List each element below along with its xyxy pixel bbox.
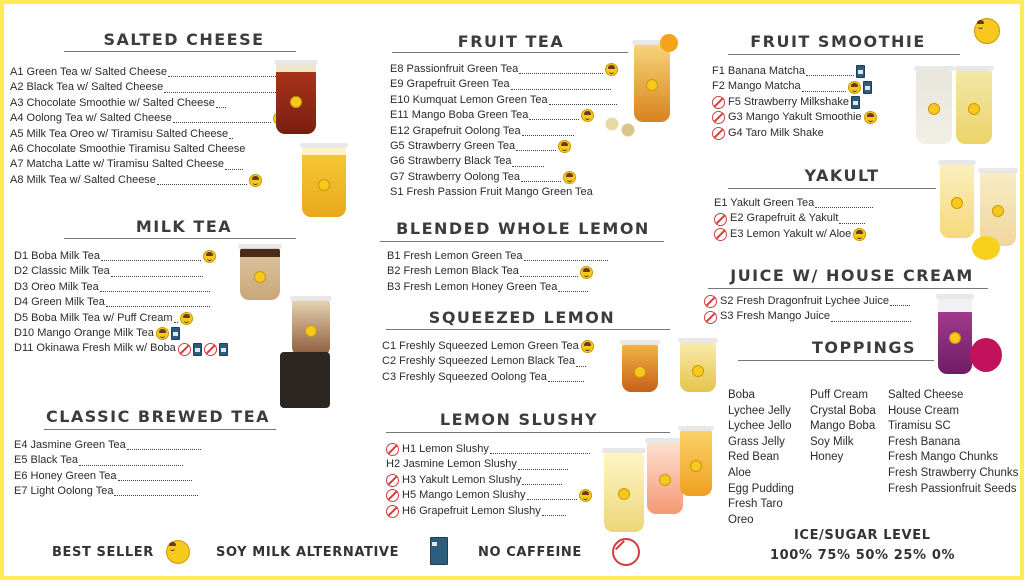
no-caffeine-icon (714, 213, 727, 226)
menu-item (386, 488, 592, 503)
dotted-leader (521, 173, 561, 182)
menu-item (704, 294, 911, 309)
menu-item-label: A2 Black Tea w/ Salted Cheese (10, 81, 164, 94)
menu-item (14, 326, 228, 341)
menu-item-label: E6 Honey Green Tea (14, 469, 117, 482)
best-seller-icon (249, 174, 262, 187)
menu-item-label: E1 Yakult Green Tea (714, 197, 815, 209)
topping-item: Egg Pudding (728, 482, 794, 495)
ice-sugar-levels: 100% 75% 50% 25% 0% (770, 548, 956, 563)
menu-item (390, 108, 618, 123)
no-caffeine-icon (714, 228, 727, 241)
best-seller-icon (848, 81, 861, 94)
menu-item (714, 196, 873, 211)
menu-item (712, 79, 877, 94)
no-caffeine-icon (712, 96, 725, 109)
dotted-leader (216, 99, 226, 108)
soy-milk-icon (219, 343, 228, 356)
topping-item: Grass Jelly (728, 435, 785, 448)
toppings-column-3 (888, 388, 1018, 497)
topping-item: Red Bean (728, 451, 780, 464)
menu-item-label: E3 Lemon Yakult w/ Aloe (730, 227, 852, 240)
toppings-column-1 (728, 388, 794, 528)
menu-item-label: G6 Strawberry Black Tea (390, 155, 512, 168)
dotted-leader (520, 268, 578, 277)
dotted-leader (542, 507, 566, 516)
topping-item: Mango Boba (810, 420, 876, 433)
lemon-slushy-rule (386, 432, 670, 433)
salted-cheese-rule (64, 51, 296, 52)
yakult-list (714, 196, 873, 242)
menu-item (14, 484, 201, 499)
soy-milk-carton-icon (430, 537, 448, 565)
no-caffeine-icon (704, 311, 717, 324)
dotted-leader (111, 268, 203, 277)
menu-item (10, 142, 313, 157)
menu-item-label: G4 Taro Milk Shake (728, 126, 824, 139)
menu-item (390, 139, 618, 154)
grapefruit-slushy-cup (647, 442, 683, 514)
topping-item: Fresh Mango Chunks (888, 451, 998, 464)
lemon-slushy-cup (604, 452, 644, 532)
lemon-slushy-heading: LEMON SLUSHY (439, 410, 599, 429)
menu-item-label: E10 Kumquat Lemon Green Tea (390, 93, 548, 106)
dotted-leader (100, 283, 210, 292)
fruit-tea-heading: FRUIT TEA (457, 32, 565, 51)
best-seller-icon (563, 171, 576, 184)
soy-milk-icon (863, 81, 872, 94)
menu-item-label: S3 Fresh Mango Juice (720, 310, 831, 323)
menu-item (387, 249, 608, 264)
fruit-smoothie-heading: FRUIT SMOOTHIE (750, 32, 926, 51)
soy-milk-icon (856, 65, 865, 78)
no-caffeine-icon (612, 538, 640, 566)
topping-item: Fresh Taro (728, 498, 783, 511)
no-caffeine-icon (712, 127, 725, 140)
menu-item-label: E5 Black Tea (14, 454, 79, 467)
menu-item-label: D4 Green Milk Tea (14, 296, 105, 309)
yakult-heading: YAKULT (804, 166, 880, 185)
menu-item (14, 438, 201, 453)
topping-item: Crystal Boba (810, 404, 876, 417)
menu-item (386, 457, 592, 472)
dotted-leader (524, 252, 608, 261)
juice-list (704, 294, 911, 325)
yakult-rule (728, 188, 936, 189)
menu-item-label: A6 Chocolate Smoothie Tiramisu Salted Cheese (10, 142, 246, 155)
dotted-leader (802, 83, 846, 92)
no-caffeine-icon (386, 489, 399, 502)
menu-item (390, 170, 618, 185)
menu-item-label: F5 Strawberry Milkshake (728, 95, 850, 108)
menu-item-label: E2 Grapefruit & Yakult (730, 212, 839, 225)
menu-item (14, 264, 228, 279)
menu-item-label: G5 Strawberry Green Tea (390, 139, 516, 152)
yakult-green-tea-cup (940, 164, 974, 238)
menu-item (10, 111, 313, 126)
menu-item (387, 280, 608, 295)
dotted-leader (164, 84, 280, 93)
menu-item-label: A4 Oolong Tea w/ Salted Cheese (10, 112, 172, 125)
menu-item (14, 469, 201, 484)
menu-item-label: A1 Green Tea w/ Salted Cheese (10, 66, 167, 78)
blended-whole-lemon-rule (380, 241, 664, 242)
menu-item (704, 309, 911, 324)
menu-item (14, 341, 228, 356)
topping-item: Salted Cheese (888, 389, 964, 401)
dotted-leader (490, 445, 590, 454)
no-caffeine-icon (386, 443, 399, 456)
soy-milk-icon (193, 343, 202, 356)
lemon-fruit (972, 236, 1000, 260)
salted-cheese-list (10, 65, 313, 188)
menu-item-label: H1 Lemon Slushy (402, 443, 489, 455)
dotted-leader (173, 114, 271, 123)
blended-whole-lemon-heading: BLENDED WHOLE LEMON (396, 219, 650, 238)
milk-tea-heading: MILK TEA (135, 217, 233, 236)
best-seller-icon (581, 340, 594, 353)
dotted-leader (522, 476, 562, 485)
menu-item-label: F1 Banana Matcha (712, 65, 805, 77)
menu-item-label: H3 Yakult Lemon Slushy (402, 473, 522, 486)
menu-item-label: C2 Freshly Squeezed Lemon Black Tea (382, 355, 576, 368)
menu-item (10, 173, 313, 188)
lemon-slushy-list (386, 442, 592, 519)
menu-item-label: C3 Freshly Squeezed Oolong Tea (382, 370, 547, 383)
juice-rule (708, 288, 988, 289)
dotted-leader (114, 487, 198, 496)
menu-item (387, 264, 608, 279)
kumquat-pile (600, 112, 640, 142)
topping-item: Puff Cream (810, 389, 868, 401)
dotted-leader (229, 130, 233, 139)
topping-item: Aloe (728, 466, 752, 479)
best-seller-icon (605, 63, 618, 76)
topping-item: Boba (728, 389, 755, 401)
menu-item-label: H2 Jasmine Lemon Slushy (386, 458, 517, 471)
legend-soy-milk-label: SOY MILK ALTERNATIVE (216, 545, 400, 560)
fruit-tea-rule (392, 52, 628, 53)
topping-item: Honey (810, 451, 844, 464)
menu-item (386, 473, 592, 488)
menu-item (712, 110, 877, 125)
dotted-leader (529, 111, 579, 120)
squeezed-lemon-rule (386, 329, 670, 330)
dotted-leader (549, 96, 617, 105)
fruit-tea-list (390, 62, 618, 201)
topping-item: Fresh Strawberry Chunks (888, 466, 1019, 479)
menu-item (712, 126, 877, 141)
menu-item (382, 339, 594, 354)
best-seller-icon (558, 140, 571, 153)
menu-item (14, 453, 201, 468)
dotted-leader (225, 161, 243, 170)
topping-item: Soy Milk (810, 435, 854, 448)
dotted-leader (890, 297, 910, 306)
menu-item (390, 93, 618, 108)
fruit-smoothie-rule (728, 54, 960, 55)
squeezed-lemon-green-cup (680, 342, 716, 392)
salted-cheese-black-tea-cup (276, 64, 316, 134)
menu-item (390, 124, 618, 139)
menu-item-label: E9 Grapefruit Green Tea (390, 78, 510, 91)
okinawa-milk-cup (292, 300, 330, 356)
menu-item (10, 80, 313, 95)
menu-item (714, 227, 873, 242)
menu-item (390, 185, 618, 200)
menu-item-label: E7 Light Oolong Tea (14, 485, 114, 498)
classic-brewed-tea-heading: CLASSIC BREWED TEA (45, 407, 270, 426)
best-seller-icon (180, 312, 193, 325)
menu-item (712, 64, 877, 79)
toppings-column-2 (810, 388, 876, 466)
menu-item-label: A7 Matcha Latte w/ Tiramisu Salted Cheese (10, 158, 224, 171)
menu-board (4, 4, 1020, 576)
topping-item: Lychee Jello (728, 420, 792, 433)
dotted-leader (516, 142, 556, 151)
topping-item: Tiramisu SC (888, 420, 951, 433)
milk-tea-rule (64, 238, 296, 239)
menu-item-label: E12 Grapefruit Oolong Tea (390, 124, 521, 137)
dotted-leader (79, 457, 183, 466)
no-caffeine-icon (712, 111, 725, 124)
no-caffeine-icon (386, 505, 399, 518)
menu-item-label: B2 Fresh Lemon Black Tea (387, 265, 519, 278)
lemon-yakult-cup (980, 172, 1016, 246)
no-caffeine-icon (386, 474, 399, 487)
soy-milk-icon (851, 96, 860, 109)
menu-item (14, 280, 228, 295)
dotted-leader (174, 314, 178, 323)
no-caffeine-icon (704, 295, 717, 308)
menu-item-label: S1 Fresh Passion Fruit Mango Green Tea (390, 186, 593, 199)
menu-item (386, 504, 592, 519)
best-seller-icon (581, 109, 594, 122)
dotted-leader (157, 176, 247, 185)
menu-item (10, 96, 313, 111)
menu-item-label: E11 Mango Boba Green Tea (390, 109, 529, 122)
menu-item-label: E8 Passionfruit Green Tea (390, 63, 519, 75)
dotted-leader (558, 283, 588, 292)
menu-item-label: E4 Jasmine Green Tea (14, 439, 126, 451)
menu-item-label: A3 Chocolate Smoothie w/ Salted Cheese (10, 96, 215, 109)
menu-item-label: D1 Boba Milk Tea (14, 250, 101, 262)
toppings-rule (738, 360, 934, 361)
no-caffeine-icon (204, 343, 217, 356)
menu-item (382, 354, 594, 369)
dragonfruit-juice-cup (938, 298, 972, 374)
menu-item-label: A5 Milk Tea Oreo w/ Tiramisu Salted Cheese (10, 127, 229, 140)
topping-item: Fresh Passionfruit Seeds (888, 482, 1017, 495)
topping-item: Oreo (728, 513, 754, 526)
menu-item-label: D2 Classic Milk Tea (14, 265, 110, 278)
menu-item (386, 442, 592, 457)
dotted-leader (576, 358, 586, 367)
menu-item-label: H5 Mango Lemon Slushy (402, 489, 526, 502)
classic-brewed-tea-rule (44, 429, 276, 430)
menu-item (14, 311, 228, 326)
menu-item-label: H6 Grapefruit Lemon Slushy (402, 504, 541, 517)
menu-item-label: B1 Fresh Lemon Green Tea (387, 250, 523, 262)
salted-cheese-heading: SALTED CHEESE (103, 30, 265, 49)
topping-item: Fresh Banana (888, 435, 961, 448)
menu-item (14, 249, 228, 264)
legend-no-caffeine-label: NO CAFFEINE (478, 545, 582, 560)
menu-item-label: D10 Mango Orange Milk Tea (14, 326, 154, 339)
soy-milk-icon (171, 327, 180, 340)
dotted-leader (831, 313, 911, 322)
menu-item (10, 157, 313, 172)
topping-item: Lychee Jelly (728, 404, 791, 417)
best-seller-icon (203, 250, 216, 263)
fruit-smoothie-list (712, 64, 877, 141)
menu-item (390, 62, 618, 77)
dotted-leader (548, 373, 584, 382)
toppings-heading: TOPPINGS (812, 338, 916, 357)
dotted-leader (839, 215, 865, 224)
menu-item (14, 295, 228, 310)
best-seller-icon (166, 540, 190, 564)
logo-mascot-icon (974, 18, 1000, 44)
menu-item (10, 127, 313, 142)
best-seller-icon (864, 111, 877, 124)
menu-item-label: D11 Okinawa Fresh Milk w/ Boba (14, 342, 176, 355)
dotted-leader (806, 67, 854, 76)
classic-brewed-tea-list (14, 438, 201, 500)
menu-item-label: A8 Milk Tea w/ Salted Cheese (10, 173, 156, 186)
squeezed-lemon-heading: SQUEEZED LEMON (428, 308, 616, 327)
menu-item (714, 211, 873, 226)
mango-matcha-cup (956, 70, 992, 144)
menu-item (712, 95, 877, 110)
menu-item-label: S2 Fresh Dragonfruit Lychee Juice (720, 295, 889, 307)
menu-item (390, 77, 618, 92)
squeezed-lemon-black-cup (622, 344, 658, 392)
dessert-plate (280, 352, 330, 408)
dragonfruit (970, 338, 1002, 372)
topping-item: House Cream (888, 404, 959, 417)
dotted-leader (519, 65, 603, 74)
dotted-leader (511, 81, 611, 90)
menu-item (10, 65, 313, 80)
menu-item-label: C1 Freshly Squeezed Lemon Green Tea (382, 340, 579, 352)
menu-item-label: D5 Boba Milk Tea w/ Puff Cream (14, 311, 173, 324)
dotted-leader (101, 252, 201, 261)
orange-slice (660, 34, 678, 52)
dotted-leader (127, 441, 201, 450)
salted-cheese-mango-cup (302, 147, 346, 217)
blended-whole-lemon-list (387, 249, 608, 295)
menu-item (390, 154, 618, 169)
best-seller-icon (579, 489, 592, 502)
dotted-leader (118, 472, 192, 481)
squeezed-lemon-list (382, 339, 594, 385)
best-seller-icon (156, 327, 169, 340)
dotted-leader (815, 199, 873, 208)
passionfruit-tea-cup (634, 44, 670, 122)
dotted-leader (518, 461, 568, 470)
best-seller-icon (580, 266, 593, 279)
juice-heading: JUICE W/ HOUSE CREAM (730, 266, 974, 285)
menu-item-label: F2 Mango Matcha (712, 80, 801, 93)
ice-sugar-heading: ICE/SUGAR LEVEL (794, 528, 931, 543)
dotted-leader (522, 127, 574, 136)
best-seller-icon (853, 228, 866, 241)
boba-milk-tea-cup (240, 248, 280, 300)
banana-matcha-cup (916, 70, 952, 144)
mango-slushy-cup (680, 430, 712, 496)
dotted-leader (106, 298, 210, 307)
no-caffeine-icon (178, 343, 191, 356)
menu-item-label: B3 Fresh Lemon Honey Green Tea (387, 280, 558, 293)
menu-item-label: G7 Strawberry Oolong Tea (390, 170, 521, 183)
legend-best-seller-label: BEST SELLER (52, 545, 154, 560)
menu-item-label: D3 Oreo Milk Tea (14, 280, 99, 293)
menu-item (382, 370, 594, 385)
milk-tea-list (14, 249, 228, 357)
dotted-leader (512, 158, 544, 167)
dotted-leader (527, 491, 577, 500)
menu-item-label: G3 Mango Yakult Smoothie (728, 111, 862, 124)
